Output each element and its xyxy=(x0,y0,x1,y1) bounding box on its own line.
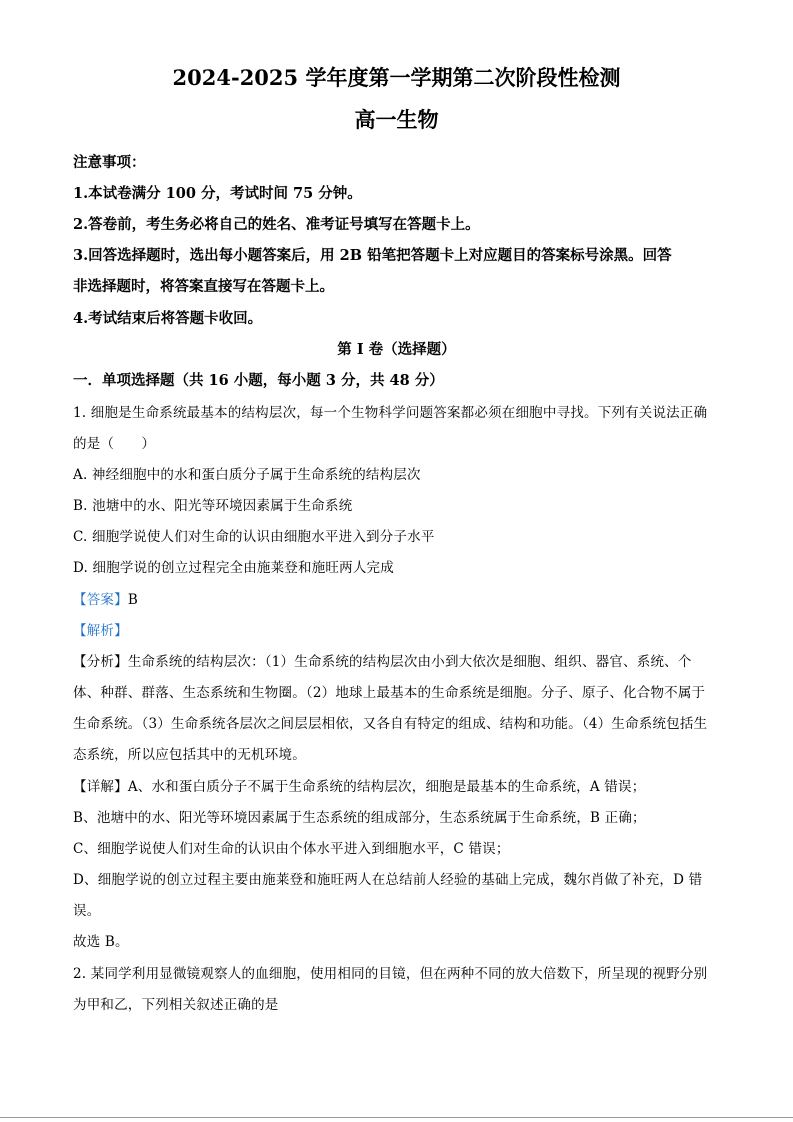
section-heading: 一．单项选择题（共 16 小题，每小题 3 分，共 48 分） xyxy=(73,372,444,389)
notice-heading: 注意事项： xyxy=(73,154,146,171)
option-d: D. 细胞学说的创立过程完全由施莱登和施旺两人完成 xyxy=(73,560,394,576)
question-2-stem: 为甲和乙，下列相关叙述正确的是 xyxy=(73,997,279,1013)
volume-heading: 第 I 卷（选择题） xyxy=(337,341,456,358)
notice-item: 1.本试卷满分 100 分，考试时间 75 分钟。 xyxy=(73,185,362,202)
question-1-stem: 的是（ ） xyxy=(73,436,156,452)
fenxi-tag: 【分析】 xyxy=(73,654,128,670)
answer-value: B xyxy=(127,592,138,608)
fenxi-text: 生命系统。（3）生命系统各层次之间层层相依，又各自有特定的组成、结构和功能。（4）生命系统包括生 xyxy=(73,716,708,732)
option-a: A. 神经细胞中的水和蛋白质分子属于生命系统的结构层次 xyxy=(73,467,421,483)
xiangjie-line xyxy=(73,775,645,795)
conclusion: 故选 B。 xyxy=(73,934,129,950)
footer-divider xyxy=(0,1117,793,1118)
xiangjie-text: B、池塘中的水、阳光等环境因素属于生态系统的组成部分，生态系统属于生命系统，B 正确； xyxy=(73,810,646,826)
fenxi-text: 态系统，所以应包括其中的无机环境。 xyxy=(73,747,306,763)
analysis-line xyxy=(73,619,128,639)
notice-item: 3.回答选择题时，选出每小题答案后，用 2B 铅笔把答题卡上对应题目的答案标号涂黑。回答 xyxy=(73,247,672,264)
question-1-stem: 1. 细胞是生命系统最基本的结构层次，每一个生物科学问题答案都必须在细胞中寻找。下列有关说法正确 xyxy=(73,405,708,421)
notice-item: 2.答卷前，考生务必将自己的姓名、准考证号填写在答题卡上。 xyxy=(73,216,480,233)
fenxi-line xyxy=(73,650,692,670)
notice-item: 非选择题时，将答案直接写在答题卡上。 xyxy=(73,278,334,295)
fenxi-text: 体、种群、群落、生态系统和生物圈。（2）地球上最基本的生命系统是细胞。分子、原子、化合物不属于 xyxy=(73,685,706,701)
notice-item: 4.考试结束后将答题卡收回。 xyxy=(73,310,263,327)
xiangjie-text: 误。 xyxy=(73,903,101,919)
question-2-stem: 2. 某同学利用显微镜观察人的血细胞，使用相同的目镜，但在两种不同的放大倍数下，所呈现的视野分别 xyxy=(73,966,708,982)
answer-line xyxy=(73,588,138,608)
option-b: B. 池塘中的水、阳光等环境因素属于生命系统 xyxy=(73,498,353,514)
xiangjie-text: A、水和蛋白质分子不属于生命系统的结构层次，细胞是最基本的生命系统，A 错误； xyxy=(127,779,646,795)
exam-title: 2024-2025 学年度第一学期第二次阶段性检测 xyxy=(172,65,621,90)
xiangjie-text: D、细胞学说的创立过程主要由施莱登和施旺两人在总结前人经验的基础上完成，魏尔肖做了补充，D 错 xyxy=(73,872,703,888)
option-c: C. 细胞学说使人们对生命的认识由细胞水平进入到分子水平 xyxy=(73,529,435,545)
xiangjie-text: C、细胞学说使人们对生命的认识由个体水平进入到细胞水平，C 错误； xyxy=(73,841,510,857)
analysis-tag: 【解析】 xyxy=(73,623,128,639)
fenxi-text: 生命系统的结构层次：（1）生命系统的结构层次由小到大依次是细胞、组织、器官、系统、个 xyxy=(127,654,692,670)
subject-title: 高一生物 xyxy=(354,107,439,132)
answer-tag: 【答案】 xyxy=(73,592,128,608)
xiangjie-tag: 【详解】 xyxy=(73,779,128,795)
